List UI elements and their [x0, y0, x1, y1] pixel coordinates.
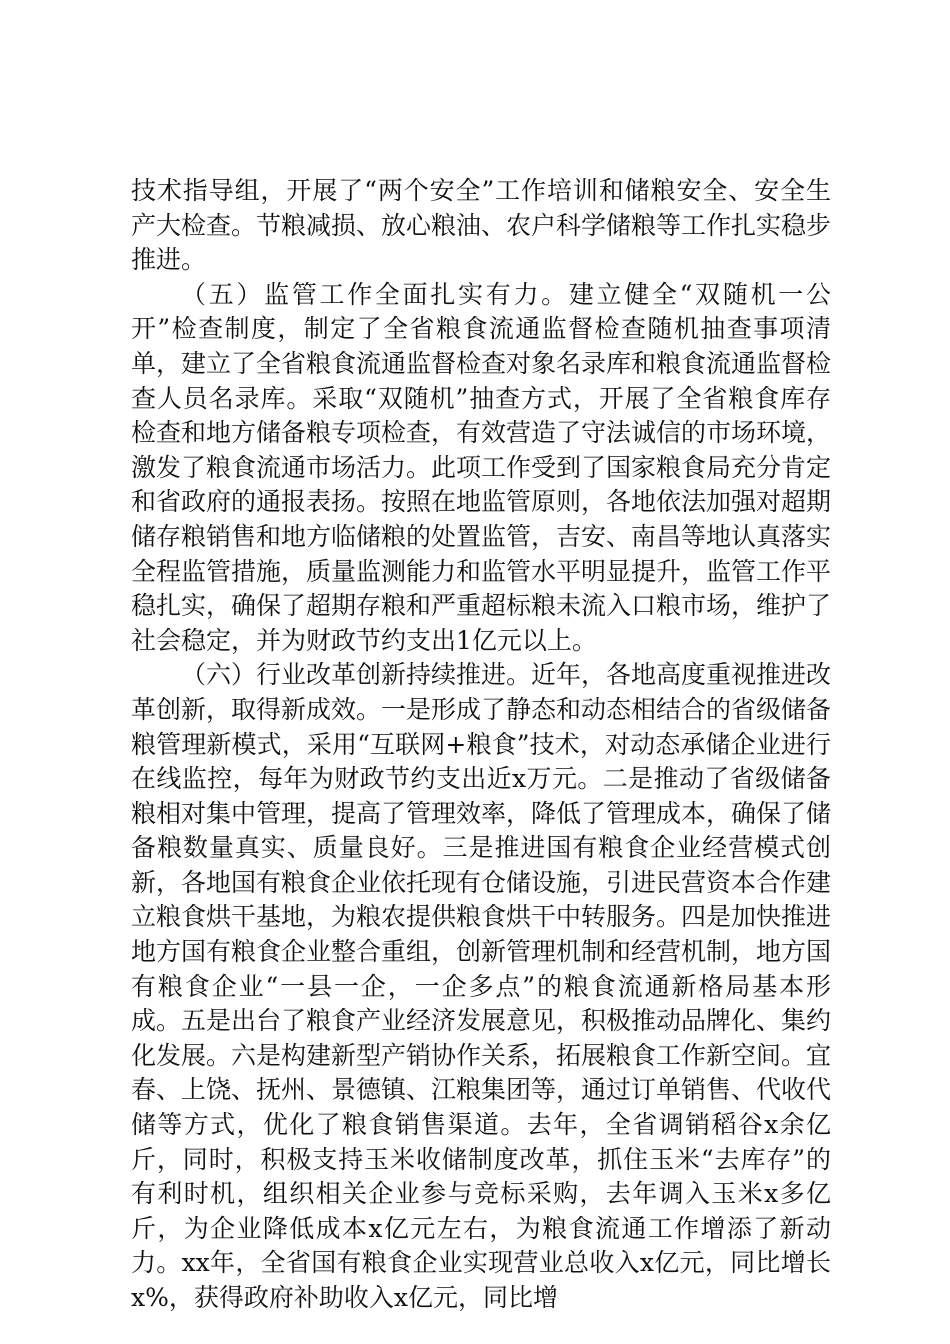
paragraph-continuation: 技术指导组，开展了“两个安全”工作培训和储粮安全、安全生产大检查。节粮减损、放心粮油、农户科学储粮等工作扎实稳步推进。: [131, 176, 832, 275]
paragraph-section-5-supervision: （五）监管工作全面扎实有力。建立健全“双随机一公开”检查制度，制定了全省粮食流通监督检查随机抽查事项清单，建立了全省粮食流通监督检查对象名录库和粮食流通监督检查人员名录库。采取“双随机”抽查方式，开展了全省粮食库存检查和地方储备粮专项检查，有效营造了守法诚信的市场环境，激发了粮食流通市场活力。此项工作受到了国家粮食局充分肯定和省政府的通报表扬。按照在地监管原则，各地依法加强对超期储存粮销售和地方临储粮的处置监管，吉安、南昌等地认真落实全程监管措施，质量监测能力和监管水平明显提升，监管工作平稳扎实，确保了超期存粮和严重超标粮未流入口粮市场，维护了社会稳定，并为财政节约支出1亿元以上。: [131, 279, 832, 655]
document-body: [131, 174, 831, 1316]
paragraph-section-6-reform: （六）行业改革创新持续推进。近年，各地高度重视推进改革创新，取得新成效。一是形成了静态和动态相结合的省级储备粮管理新模式，采用“互联网+粮食”技术，对动态承储企业进行在线监控，每年为财政节约支出近x万元。二是推动了省级储备粮相对集中管理，提高了管理效率，降低了管理成本，确保了储备粮数量真实、质量良好。三是推进国有粮食企业经营模式创新，各地国有粮食企业依托现有仓储设施，引进民营资本合作建立粮食烘干基地，为粮农提供粮食烘干中转服务。四是加快推进地方国有粮食企业整合重组，创新管理机制和经营机制，地方国有粮食企业“一县一企，一企多点”的粮食流通新格局基本形成。五是出台了粮食产业经济发展意见，积极推动品牌化、集约化发展。六是构建新型产销协作关系，拓展粮食工作新空间。宜春、上饶、抚州、景德镇、江粮集团等，通过订单销售、代收代储等方式，优化了粮食销售渠道。去年，全省调销稻谷x余亿斤，同时，积极支持玉米收储制度改革，抓住玉米“去库存”的有利时机，组织相关企业参与竞标采购，去年调入玉米x多亿斤，为企业降低成本x亿元左右，为粮食流通工作增添了新动力。xx年，全省国有粮食企业实现营业总收入x亿元，同比增长x%，获得政府补助收入x亿元，同比增: [131, 660, 832, 1312]
